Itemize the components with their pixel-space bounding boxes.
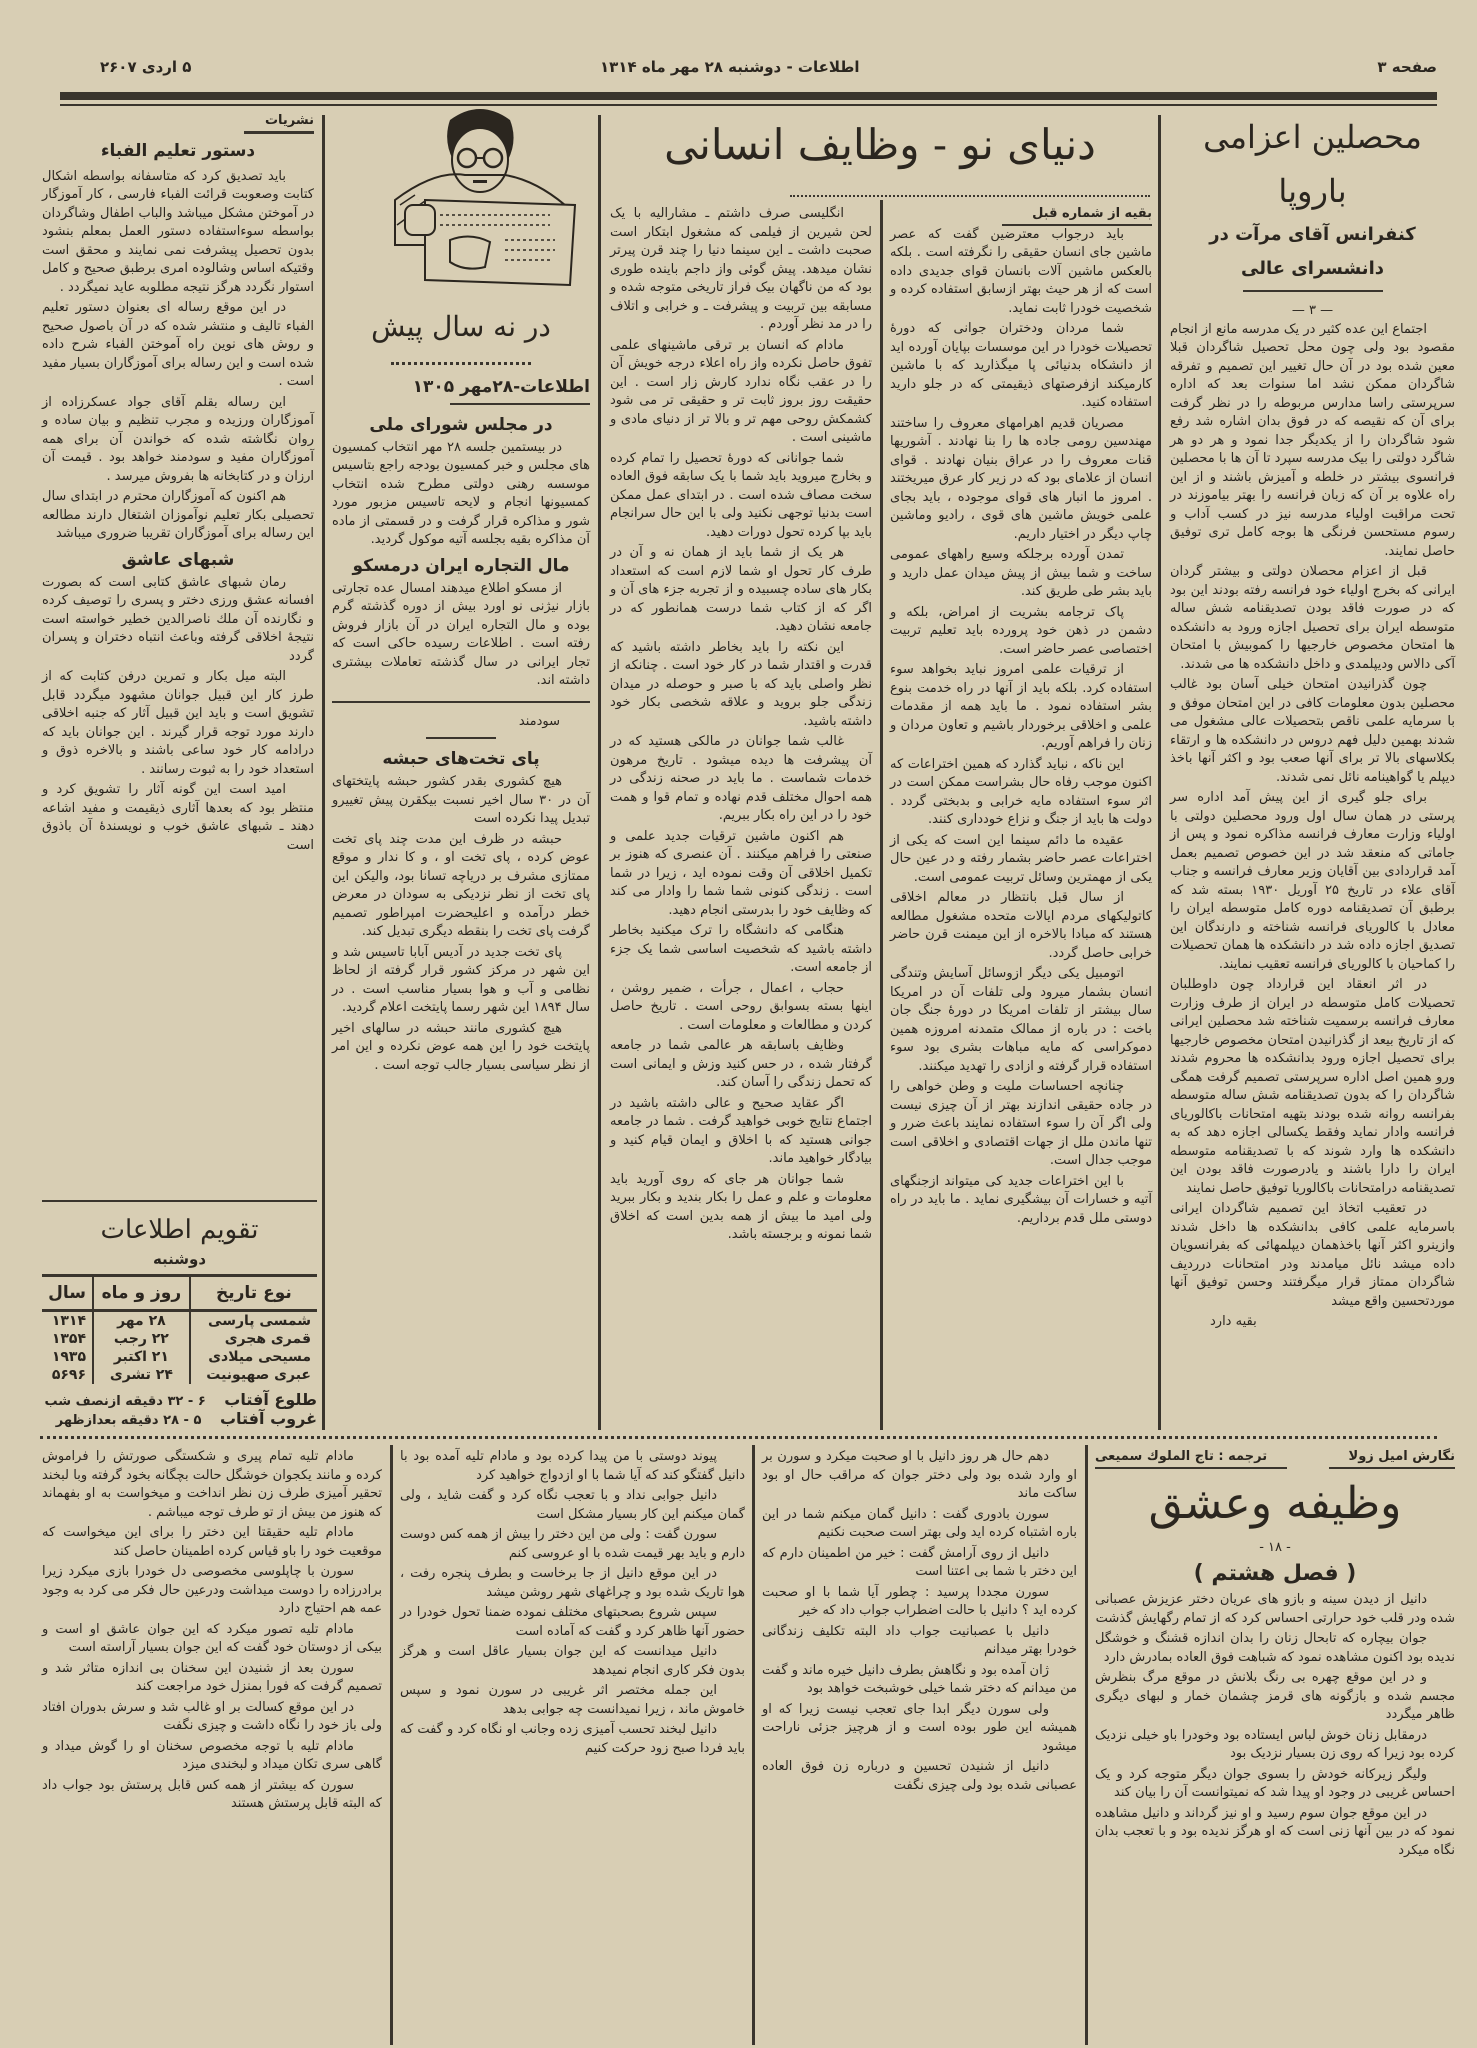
cell: مسیحی میلادی bbox=[208, 1349, 311, 1365]
article-column bbox=[610, 205, 872, 1430]
paragraph: البته میل بکار و تمرین درفن کتابت که از طرز کار این قبیل جوانان مشهود میگردد قابل تشویق است و باید این قبیل آثار که جنبه اخلاقی دارند مورد توجه قرار گیرند . این جوانان باید که درادامه کار خود ساعی باشند و بالاخره ذوق و استعداد خود را به ثبوت رسانند . bbox=[42, 669, 314, 777]
paragraph: پیوند دوستی با من پیدا کرده بود و مادام تلیه آمده بود با دانیل گفتگو کند که آیا شما با او ازدواج خواهید کرد bbox=[400, 1449, 745, 1483]
paragraph: سپس شروع بصحبتهای مختلف نموده ضمنا تحول خودرا در حضور آنها ظاهر کرد و گفت که آماده است bbox=[400, 1605, 745, 1639]
paragraph: این نکته را باید بخاطر داشته باشید که قدرت و اقتدار شما در کار خود است . چنانکه از نظر واصلی باید که با صبر و حوصله در میدان زندگی جلو بروید و علاقه شخصی بکار خود داشته باشید. bbox=[610, 639, 872, 729]
paragraph: غالب شما جوانان در مالکی هستید که در آن پیشرفت ها دیده میشود . تاریخ مرهون خدمات شماست . ما باید در صحنه زندگی در همه احوال مختلف قدم نهاده و تمام قوا و همت خود را در این راه بکار ببریم. bbox=[610, 734, 872, 823]
paragraph: مادام تلیه تمام پیری و شکستگی صورتش را فراموش کرده و مانند یکجوان خوشگل حالت بچگانه بخود گرفته وبا لبخند تحقیر آمیزی طرف زن نظر انداخت و میخواست به او بفهماند که هنوز من بیش از تو طرف توجه میباشم . bbox=[42, 1449, 382, 1520]
paragraph: حبشه در ظرف این مدت چند پای تخت عوض کرده ، پای تخت او ، و کا ندار و موقع ممتازی مشرف بر دریاچه تسانا بود، والیکن این پای تخت از نظر نزدیکی به سودان در معرض خطر درآمده و اعلیحضرت امپراطور تصمیم گرفت پای تخت را بنقطه دیگری تبدیل کند. bbox=[332, 831, 590, 939]
column-header: نوع تاریخ bbox=[190, 1276, 317, 1311]
article-header bbox=[610, 110, 1150, 190]
publications-column bbox=[42, 112, 314, 1142]
paragraph: مادام که انسان بر ترقی ماشینهای علمی تفوق حاصل نکرده واز راه اعلاء درجه خویش آن را در عقب نگاه ندارد کارش زار است . این حقیقت روز بروز ثابت تر و حقیقی تر می شود کشمکش روحی مهم تر و بالا تر از دنیای مادی و ماشینی است . bbox=[610, 337, 872, 445]
article-title: دستور تعلیم الفباء bbox=[100, 140, 256, 161]
serial-column bbox=[400, 1448, 745, 2046]
masthead-date: اطلاعات - دوشنبه ۲۸ مهر ماه ۱۳۱۴ bbox=[600, 58, 860, 76]
paragraph: پای تخت جدید در آدیس آبابا تاسیس شد و این شهر در مرکز کشور قرار گرفته از لحاظ نظامی و آب و هوا بسیار مناسب است . در سال ۱۸۹۴ این شهر رسما پایتخت اعلام گردید. bbox=[332, 944, 590, 1015]
paragraph: از سال قبل بانتظار در معالم اخلاقی کاتولیکهای مردم ایالات متحده مشغول مطالعه هستند که مبادا بالاخره از این میمنت قرن حاضر خرابی حاصل گردد. bbox=[890, 890, 1152, 961]
paragraph: وظایف باسابقه هر عالمی شما در جامعه گرفتار شده ، در حس کنید وزش و ایمانی است که تحمل زندگی را آسان کند. bbox=[610, 1038, 872, 1090]
paragraph: درمقابل زنان خوش لباس ایستاده بود وخودرا باو خیلی نزدیک کرده بود زیرا که روی زن بسیار نزدیک بود bbox=[1095, 1727, 1455, 1761]
column-divider bbox=[390, 1445, 393, 2045]
paragraph: در تعقیب اتخاذ این تصمیم شاگردان ایرانی باسرمایه علمی کافی بدانشکده ها داخل شدند وازینرو اکثر آنها باخذهمان دیپلمهائی که بفرانسویان داده میشد نائل میامدند ودر امتحانات درردیف شاگردان ممتاز قرار میگرفتند وحسن توفیق آنها موردتحسین واقع میشد bbox=[1170, 1201, 1455, 1309]
paragraph: هم اکنون که آموزگاران محترم در ابتدای سال تحصیلی بکار تعلیم نوآموزان اشتغال دارند مطالعه این رساله برای آموزگاران تقریبا ضروری میباشد bbox=[42, 489, 314, 541]
subsection-title: در مجلس شورای ملی bbox=[369, 414, 553, 435]
sunset-value: ۵ - ۲۸ دقیقه بعدازظهر bbox=[55, 1413, 202, 1428]
paragraph: چون گذرانیدن امتحان خیلی آسان بود غالب محصلین بدون معلومات کافی در این امتحان موفق و با سرمایه علمی ناقص بتحصیلات عالی مشغول می شدند بهمین دلیل فهم دروس در دانشکده ها و ارتقاء بکلاسهای بالا تر برای آنها صعب بود و اکثر آنها باخذ دیپلم یا گواهینامه نائل نمی شدند. bbox=[1170, 677, 1455, 785]
page-number: صفحه ۳ bbox=[1377, 58, 1437, 76]
paragraph: انگلیسی صرف داشتم ـ مشارالیه با یک لحن شیرین از فیلمی که مشغول ابتکار است صحبت داشت ـ این سینما دنیا را چند قرن پیرتر نشان میدهد. پیش گوئی واز داجم باینده طوری بود که من ناگهان بیک فراز تاریخی متوجه شده و مسابقه بین تربیت و پیشرفت ـ و خرابی و اتلاف را در مد نظر آوردم . bbox=[610, 206, 872, 332]
paragraph: حجاب ، اعمال ، جرأت ، ضمیر روشن ، اینها بسته بسوابق روحی است . تاریخ حاصل کردن و مطالعات و معلومات است . bbox=[610, 980, 872, 1033]
dateline: اطلاعات-۲۸مهر ۱۳۰۵ bbox=[412, 377, 590, 397]
rule bbox=[42, 1200, 317, 1202]
paragraph: دانیل با عصبانیت جواب داد البته تکلیف زندگانی خودرا بهتر میدانم bbox=[762, 1623, 1077, 1657]
header-rule-thin bbox=[60, 104, 1437, 106]
paragraph: برای جلو گیری از این پیش آمد اداره سر پرستی در همان سال اول ورود محصلین دولتی با اولیاء وزارت معارف فرانسه مذاکره نمود و پس از جاماتی که منعقد شد در این خصوص تصمیم بعمل آمد قراردادی بین آقایان وزیر معارف فرانسه و جناب آقای علاء در تاریخ ۲۵ آوریل ۱۹۳۰ بسته شد که برطبق آن تصدیقنامه دوره کامل متوسطه ایران را معادل با کالوریای فرانسه شناخته و دارندگان این تصدیق اجازه داده شد در دانشکده ها همان تحصیلات را کماحیان با کالوریای فرانسه تعقیب نمایند. bbox=[1170, 790, 1455, 972]
sunrise-value: ۶ - ۳۲ دقیقه ازنصف شب bbox=[44, 1394, 206, 1409]
section-tag: سودمند bbox=[518, 713, 560, 729]
paragraph: مادام تلیه تصور میکرد که این جوان عاشق او است و بیکی از دوستان خود گفت که این جوان بسیار آراسته است bbox=[42, 1621, 382, 1655]
table-header-row bbox=[42, 1276, 317, 1311]
paragraph: دهم حال هر روز دانیل با او صحبت میکرد و سورن بر او وارد شده بود ولی دختر جوان که مراقب حال او بود ساکت ماند bbox=[762, 1449, 1077, 1501]
column-divider bbox=[598, 115, 601, 1430]
paragraph: هیچ کشوری مانند حبشه در سالهای اخیر پایتخت خود را این همه عوض نکرده و این امر از نظر سیاسی بسیار جالب توجه است . bbox=[332, 1020, 590, 1073]
paragraph: این جمله مختصر اثر غریبی در سورن نمود و سپس خاموش ماند ، زیرا نمیدانست چه جوابی بدهد bbox=[400, 1683, 745, 1717]
paragraph: هر یک از شما باید از همان نه و آن در طرف کار تحول او شما لازم است که استعداد بکار های ساده چسبیده و از تجربه جزء های آن و اگر که از کتاب شما درست همانطور که در جامعه نشان دهید. bbox=[610, 545, 872, 634]
calendar-table bbox=[42, 1274, 317, 1384]
paragraph: باید تصدیق کرد که متاسفانه بواسطه اشکال کتابت وصعوبت قرائت الفباء فارسی ، کار آموزگار در آموختن مشکل میباشد والباب اطفال وشاگردان بواسطه سوءاستفاده دستور العمل بمعلم بنشود بدون تحصیل پیشرفت نمی نمایند و محقق است وقتیکه اساس وشالوده امری برطبق صحیح و کامل استوار نگردد هرگز نتیجه مطلوبه عاید نمیگردد . bbox=[42, 168, 314, 295]
paragraph: در این موقع جوان سوم رسید و او نیز گرداند و دانیل مشاهده نمود که در بین آنها زنی است که او هرگز ندیده بود و با تعجب بدان نگاه میکرد bbox=[1095, 1805, 1455, 1858]
article-subtitle: کنفرانس آقای مرآت در دانشسرای عالی bbox=[1209, 224, 1416, 279]
paragraph: دانیل از روی آرامش گفت : خیر من اطمینان دارم که این دختر با شما بی اعتنا است bbox=[762, 1545, 1077, 1579]
serial-title: وظیفه وعشق bbox=[1148, 1477, 1402, 1529]
paragraph: دانیل از شنیدن تحسین و درباره زن فوق العاده عصبانی شده بود ولی چیزی نگفت bbox=[762, 1759, 1077, 1793]
paragraph: امید است این گونه آثار را تشویق کرد و منتظر بود که بعدها آثاری ذیقیمت و مفید اشاعه دهند ـ شبهای عاشق خوب و نویسندهٔ آن باذوق است bbox=[42, 782, 314, 853]
paragraph: مادام تلیه با توجه مخصوص سخنان او را گوش میداد و گاهی سری تکان میداد و لبخندی میزد bbox=[42, 1738, 382, 1772]
paragraph: در این موقع رساله ای بعنوان دستور تعلیم الفباء تالیف و منتشر شده که در آن باصول صحیح و روش های نوین راه آموختن الفباء شرح داده شده است و این رساله برای آموزگاران بسیار مفید است . bbox=[42, 300, 314, 389]
serial-column bbox=[42, 1448, 382, 2046]
column-header: سال bbox=[42, 1276, 93, 1311]
table-row bbox=[42, 1311, 317, 1331]
paragraph: هنگامی که دانشگاه را ترک میکنید بخاطر داشته باشید که شخصیت اساسی شما یک جزء از جامعه است. bbox=[610, 923, 872, 975]
table-row bbox=[42, 1366, 317, 1384]
paragraph: سورن مجددا پرسید : چطور آیا شما با او صحبت کرده اید ؟ دانیل با حالت اضطراب جواب داد که خیر bbox=[762, 1584, 1077, 1618]
column-divider bbox=[322, 115, 325, 1430]
cell: ۲۲ رجب bbox=[93, 1330, 190, 1348]
column-divider bbox=[880, 200, 883, 1430]
rule bbox=[450, 403, 590, 405]
paragraph: شما مردان ودختران جوانی که دورهٔ تحصیلات خودرا در این موسسات بپایان آورده اید از دانشکاه بدنیائی پا میگذارید که با ماشین کارمیکند ازفرصتهای ذیقیمتی که در جلو دارید استفاده کنید. bbox=[890, 321, 1152, 410]
paragraph: عقیده ما دائم سینما این است که یکی از اختراعات عصر حاضر بشمار رفته و در عین حال یکی از مهمترین وسائل تربیت عمومی است. bbox=[890, 832, 1152, 885]
paragraph: مادام تلیه حقیقتا این دختر را برای این میخواست که موقعیت خود را باو قیاس کرده اطمینان حاصل کند bbox=[42, 1525, 382, 1559]
subsection-title: مال التجاره ایران درمسکو bbox=[352, 555, 570, 576]
cell: ۱۳۵۴ bbox=[51, 1331, 87, 1347]
cell: ۲۸ مهر bbox=[93, 1311, 190, 1331]
paragraph: سورن بعد از شنیدن این سخنان بی اندازه متاثر شد و تصمیم گرفت که فورا بمنزل خود مراجعت کند bbox=[42, 1660, 382, 1694]
cell: ۲۱ اکتبر bbox=[93, 1348, 190, 1366]
paragraph: در بیستمین جلسه ۲۸ مهر انتخاب کمسیون های مجلس و خبر کمسیون بودجه راجع بتاسیس موسسه رهنی دولتی مطرح شده انتخاب کمسیونها انجام و لایحه تاسیس مزبور مورد شور و مذاکره قرار گرفت و در قسمتی از ماده آن مذاکره بقیه بجلسه آتیه موکول گردید. bbox=[332, 439, 590, 547]
dotted-rule bbox=[790, 195, 1150, 198]
continued-from: بقیه از شماره قبل bbox=[1002, 205, 1152, 226]
part-number: — ۳ — bbox=[1291, 303, 1334, 318]
cell: ۱۹۳۵ bbox=[51, 1349, 87, 1365]
paragraph: این ناکه ، نباید گذارد که همین اختراعات که اکنون موجب رفاه حال بشراست ممکن است در اثر سوء استفاده مایه خرابی و بدبختی گردد . دولت ها باید از جنگ و نزاع خودداری کنند. bbox=[890, 756, 1152, 827]
sunset-row bbox=[42, 1409, 317, 1428]
paragraph: با این اختراعات جدید کی میتواند ازجنگهای آتیه و خسارات آن بیشگیری نماید . ما باید در راه دوستی ملل قدم برداریم. bbox=[890, 1173, 1152, 1226]
cell: قمری هجری bbox=[224, 1331, 311, 1347]
paragraph: در این موقع کسالت بر او غالب شد و سرش بدوران افتاد ولی باز خود را نگاه داشت و چیزی نگفت bbox=[42, 1699, 382, 1733]
cell: عبری صهیونیت bbox=[206, 1367, 311, 1383]
episode-number: - ۱۸ - bbox=[1259, 1539, 1291, 1555]
sunrise-row bbox=[42, 1390, 317, 1409]
paragraph: و در این موقع چهره بی رنگ بلانش در موقع مرگ بنظرش مجسم شده و بازگونه های قرمز چشمان خمار و لبهای دیگری ظاهر میگردد bbox=[1095, 1670, 1455, 1722]
serial-column bbox=[762, 1448, 1077, 2046]
sunrise-label: طلوع آفتاب bbox=[224, 1390, 317, 1409]
cell: ۱۳۱۴ bbox=[51, 1313, 87, 1329]
sunset-label: غروب آفتاب bbox=[219, 1409, 317, 1428]
subsection-title: پای تخت‌های حبشه bbox=[382, 749, 540, 769]
paragraph: ولی سورن دیگر ابدا جای تعجب نیست زیرا که او همیشه این طور بوده است و از هرچیز جزئی ناراحت میشود bbox=[762, 1701, 1077, 1754]
article-column bbox=[890, 205, 1152, 1430]
serial-love-and-duty bbox=[1095, 1448, 1455, 2046]
paragraph: تمدن آورده برجلکه وسیع راههای عمومی ساخت و شما بیش از پیش میدان عمل دارید و باید بشر طی طریق کند. bbox=[890, 547, 1152, 599]
man-reading-newspaper-illustration bbox=[355, 100, 585, 290]
paragraph: باید درجواب معترضین گفت که عصر ماشین جای انسان حقیقی را نگرفته است . بلکه بالعکس ماشین آلات بانسان قوای جدیدی داده است که از هر حیث بهتر ازسابق استفاده کرده و شخصیت خودرا ثابت نماید. bbox=[890, 226, 1152, 316]
dotted-rule bbox=[391, 362, 531, 370]
paragraph: پاک ترجامه بشریت از امراض، بلکه و دشمن در ذهن خود پرورده باید تعلیم تربیت اختصاصی عصر حاضر است. bbox=[890, 604, 1152, 657]
paragraph: چنانچه احساسات ملیت و وطن خواهی را در جاده حقیقی اندازند بهتر از آن چیزی نیست ولی اگر آن را سوء استفاده نمایند باعث ضرر و تنها ماندن ملل از جهات اقتصادی و اخلاقی است موجب جدال است. bbox=[890, 1079, 1152, 1168]
translator: ترجمه : تاج الملوك سمیعی bbox=[1095, 1448, 1287, 1469]
cell: ۵۶۹۶ bbox=[51, 1367, 87, 1383]
paragraph: دانیل از دیدن سینه و بازو های عریان دختر عزیزش عصبانی شده ودر قلب خود حرارتی احساس کرد که از تمام رگهایش گذشت bbox=[1095, 1592, 1455, 1626]
section-divider bbox=[40, 1436, 1437, 1443]
rule bbox=[332, 701, 590, 703]
calendar-title: تقویم اطلاعات bbox=[100, 1215, 259, 1245]
continued-note: بقیه دارد bbox=[1210, 1314, 1257, 1329]
article-title: دنیای نو - وظایف انسانی bbox=[664, 120, 1096, 169]
paragraph: رمان شبهای عاشق کتابی است که بصورت افسانه عشق ورزی دختر و پسری را توصیف کرده و نگارنده آن ملك ناصرالدین خطیر خواسته است نتیجهٔ اخلاقی گرفته وباعث انتباه دختران و پسران گردد bbox=[42, 574, 314, 664]
rule bbox=[426, 737, 496, 739]
column-divider bbox=[752, 1445, 755, 2045]
article-students-europe bbox=[1170, 110, 1455, 1430]
nine-years-ago-column bbox=[332, 300, 590, 1430]
paragraph: دانیل لبخند تحسب آمیزی زده وجانب او نگاه کرد و گفت که باید فردا صبح زود حرکت کنیم bbox=[400, 1722, 745, 1756]
paragraph: ژان آمده بود و نگاهش بطرف دانیل خیره ماند و گفت من میدانم که دختر شما خیلی خوشبخت خواهد بود bbox=[762, 1662, 1077, 1696]
calendar-day: دوشنبه bbox=[152, 1250, 207, 1268]
paragraph: هیچ کشوری بقدر کشور حبشه پایتختهای آن در ۳۰ سال اخیر نسبت بیکقرن پیش تغییرو تبدیل پیدا نکرده است bbox=[332, 774, 590, 826]
paragraph: سورن که بیشتر از همه کس قابل پرستش بود جواب داد که البته قابل پرستش هستند bbox=[42, 1777, 382, 1811]
header-rule bbox=[60, 92, 1437, 100]
paragraph: ولیگر زیرکانه خودش را بسوی جوان دیگر متوجه کرد و یک احساس غریبی در وجود او پیدا شد که نمیتوانست آن را بیان کند bbox=[1095, 1766, 1455, 1800]
section-tag: نشریات bbox=[244, 112, 314, 134]
section-title: در نه سال پیش bbox=[371, 310, 551, 343]
table-row bbox=[42, 1330, 317, 1348]
paragraph: این رساله بقلم آقای جواد عسکرزاده از آموزگاران ورزیده و مجرب تنظیم و بیان ساده و روان نگاشته شده که خواندن آن برای همه آموزگاران مفید و سودمند خواهد بود . قیمت آن ارزان و در کتابخانه ها بفروش میرسد . bbox=[42, 394, 314, 484]
cell: ۲۴ تشری bbox=[93, 1366, 190, 1384]
paragraph: اگر عقاید صحیح و عالی داشته باشید در اجتماع نتایج خوبی خواهید گرفت . شما در جامعه جوانی هستید که با اخلاق و ایمان قیام کنید و بیادگار خواهید ماند. bbox=[610, 1095, 872, 1166]
table-row bbox=[42, 1348, 317, 1366]
chapter-title: ( فصل هشتم ) bbox=[1193, 1561, 1357, 1586]
author: نگارش امیل زولا bbox=[1329, 1448, 1455, 1469]
column-divider bbox=[1085, 1445, 1088, 2045]
paragraph: در اثر انعقاد این قرارداد چون داوطلبان تحصیلات کامل متوسطه در ایران از طرف وزارت معارف فرانسه برسمیت شناخته شد محصلین ایرانی که از تاریخ بیعد از گذرانیدن امتحان مخصوص خارجیها برای تحصیل اجازه ورود بدانشکده ها محروم شدند ورو همین اصل اداره سرپرستی تصمیم گرفت همگی شاگردان را که بدون تصدیقنامه شش ساله متوسطه بفرانسه روانه شده بودند بتهیه امتحانات باکالوریای فرانسه وادار نماید وفقط یکسالی اجازه دهد که به دانشکده ها وارد شوند که با تصدیقنامه متوسطه ایران را دارا باشند و یادرصورت فاقد بودن این تصدیقنامه درامتحانات باکالوریا توفیق حاصل نمایند bbox=[1170, 977, 1455, 1196]
issue-number: ۵ اردی ۲۶۰۷ bbox=[100, 58, 192, 76]
paragraph: دانیل میدانست که این جوان بسیار عاقل است و هرگز بدون فکر کاری انجام نمیدهد bbox=[400, 1644, 745, 1678]
paragraph: دانیل جوابی نداد و با تعجب نگاه کرد و گفت شاید ، ولی گمان میکنم این کار بسیار مشکل است bbox=[400, 1488, 745, 1522]
paragraph: از مسکو اطلاع میدهند امسال عده تجارتی بازار نیژنی نو اورد بیش از دوره گذشته گرم بوده و مال التجاره ایران در آن بازار فروش رفته است . اطلاعات رسیده حاکی است که تجار ایرانی در سال گذشته تعاملات بیشتری داشته اند. bbox=[332, 580, 590, 688]
subsection-title: شبهای عاشق bbox=[121, 549, 235, 570]
paragraph: سورن بادوری گفت : دانیل گمان میکنم شما در این باره اشتباه کرده اید ولی بهتر است صحبت نکنیم bbox=[762, 1506, 1077, 1540]
paragraph: اجتماع این عده کثیر در یک مدرسه مانع از انجام مقصود بود ولی چون محل تحصیل شاگردان قبلا معین شده بود در آن حال تغییر این تصمیم و تفرقه شاگردان ممکن نشد اما سنوات بعد که اداره سرپرستی راسا مدارس مربوطه را در نظر گرفت برای آن که نقیصه که در فوق بدان اشاره شد رفع شود شاگردان را از یکدیگر جدا نمود و هر دو هر شاگرد دولتی را بیک مدرسه سپرد تا آن ها با محصلین فرانسوی بیشتر در خلطه و آمیزش باشند و از این راه علاوه بر آن که زبان فرانسه را بهتر بیاموزند در تحت مراقبت اولیاء مدرسه نیز در کسب آداب و رسوم مستحسن فرنگی ها بوجه کامل تری توفیق حاصل نمایند. bbox=[1170, 321, 1455, 559]
paragraph: مصریان قدیم اهرامهای معروف را ساختند مهندسین رومی جاده ها را بنا نهادند . آشوریها قنات معروف را در عراق بنیان نهادند . قوای انسان از علامای بود که در زیر کار عرق میریختند . امروز ما انبار های قوای موجوده ، باید بجای علمی خویش ماشین های قوی ، رادیو وماشین چاپ دیگر در اختیار داریم. bbox=[890, 415, 1152, 542]
paragraph: سورن با چاپلوسی مخصوصی دل خودرا بازی میکرد زیرا برادرزاده را دوست میداشت ودرعین حال فکر می کرد به وجود عمه هم احتیاج دارد bbox=[42, 1564, 382, 1616]
paragraph: شما جوانان هر جای که روی آورید باید معلومات و علم و عمل را بکار بندید و بکار ببرید ولی امید ما بیش از همه بدین است که اخلاق شما نمونه و برجسته باشد. bbox=[610, 1171, 872, 1242]
byline-row bbox=[1095, 1448, 1455, 1469]
column-header: روز و ماه bbox=[93, 1276, 190, 1311]
paragraph: سورن گفت : ولی من این دختر را بیش از همه کس دوست دارم و باید بهر قیمت شده با او عروسی کنم bbox=[400, 1527, 745, 1561]
article-title: محصلین اعزامی باروپا bbox=[1203, 118, 1422, 210]
cell: شمسی پارسی bbox=[208, 1313, 311, 1329]
paragraph: از ترقیات علمی امروز نباید بخواهد سوء استفاده کرد. بلکه باید از آنها در راه خدمت بنوع بشر استفاده نمود . ما باید همه از مقدمات علمی و اخلاقی برخوردار باشیم و تعاون مردان و زنان را فراهم آوریم. bbox=[890, 662, 1152, 751]
paragraph: شما جوانانی که دورهٔ تحصیل را تمام کرده و بخارج میروید باید شما با یک سابقه فوق العاده سخت مصاف شده است . در ابتدای عمل ممکن است بدنیا توجهی نکنید ولی با این حال سرانجام باید بپا کرده تحول دورات دهید. bbox=[610, 450, 872, 540]
paragraph: هم اکنون ماشین ترقیات جدید علمی و صنعتی را فراهم میکنند . آن عنصری که هنوز بر تکمیل اخلاقی آن وقت نموده اید ، زیرا در شما است . زندگی کنونی شما شما را وادار می کند که وظایف خود را بدرستی انجام دهید. bbox=[610, 828, 872, 918]
paragraph: قبل از اعزام محصلان دولتی و بیشتر گردان ایرانی که بخرج اولیاء خود فرانسه رفته بودند این بود که در صورت فاقد بودن تصدیقنامه شش ساله متوسطه ایران برای تحصیل اجازه ورود به دانشکده ها امتحان مخصوص خارجیها را کموبیش با امتحان آکی دالاس ودیپلمدی و داخل دانشکده ها می شدند. bbox=[1170, 564, 1455, 672]
title-underline bbox=[1243, 290, 1383, 292]
column-divider bbox=[1158, 115, 1161, 1430]
paragraph: در این موقع دانیل از جا برخاست و بطرف پنجره رفت ، هوا تاریک شده بود و چراغهای شهر روشن میشد bbox=[400, 1566, 745, 1600]
calendar-box bbox=[42, 1210, 317, 1428]
paragraph: اتومبیل یکی دیگر ازوسائل آسایش وتندگی انسان بشمار میرود ولی تلفات آن در امریکا سال بیشتر از تلفات امریکا در دورهٔ جنگ جان باخت : در باره از ممالک متمدنه امروزه همین دموکراسی که مایه مباهات بشری بود سوء استفاده قرار گرفته و ازادی را تهدید میکنند. bbox=[890, 966, 1152, 1074]
paragraph: جوان بیچاره که تابحال زنان را بدان اندازه قشنگ و خوشگل ندیده بود اکنون مشاهده نمود که شباهت فوق العاده بمادرش دارد bbox=[1095, 1631, 1455, 1665]
